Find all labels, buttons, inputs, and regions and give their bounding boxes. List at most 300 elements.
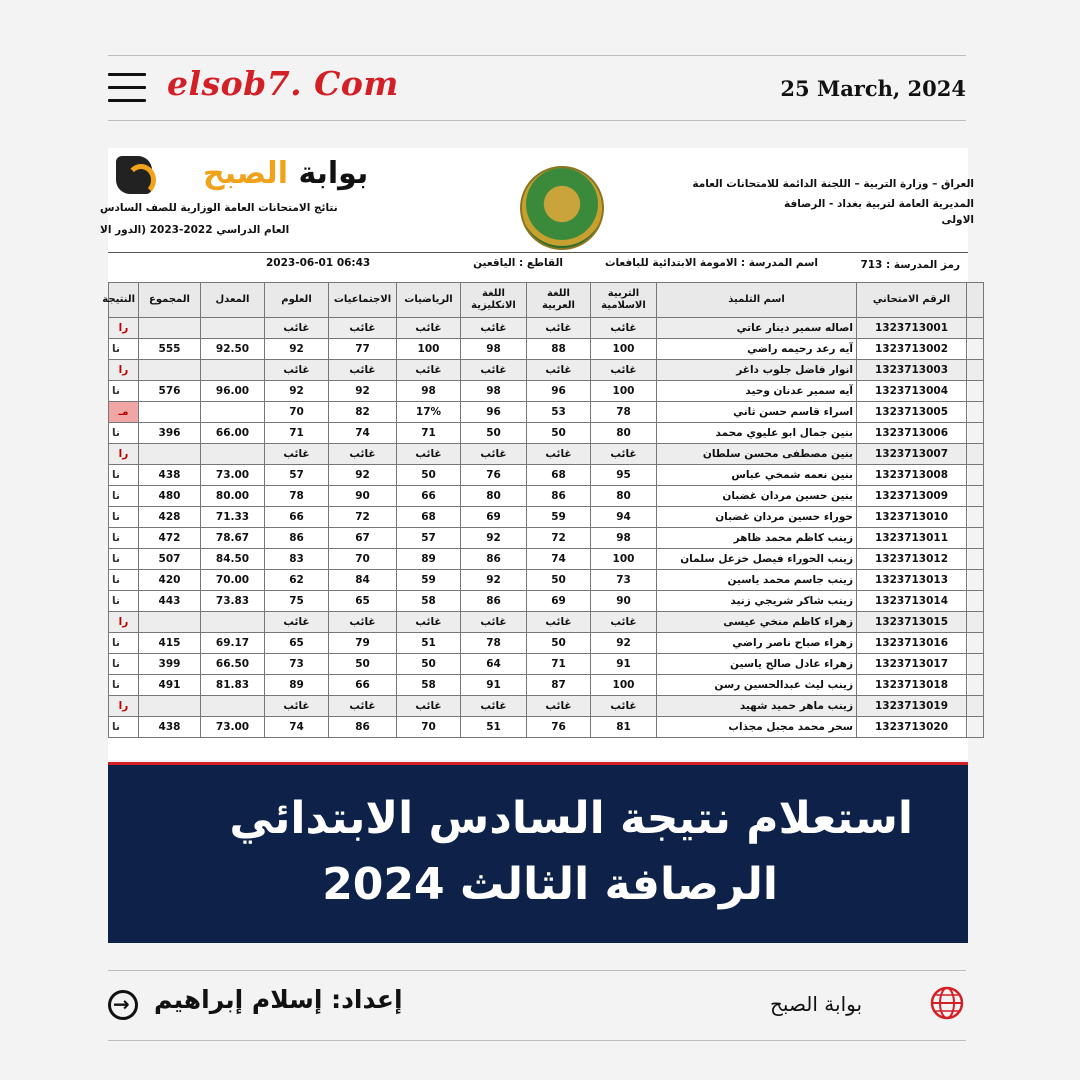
sheet-right-line-2: المديرية العامة لتربية بغداد - الرصافة xyxy=(783,198,974,210)
table-cell: 67 xyxy=(329,528,397,549)
table-cell: 415 xyxy=(139,633,201,654)
table-cell: 58 xyxy=(397,675,461,696)
table-cell: 420 xyxy=(139,570,201,591)
table-cell: 84.50 xyxy=(201,549,265,570)
table-cell: نا xyxy=(109,423,139,444)
table-cell: 64 xyxy=(461,654,527,675)
table-cell: 80 xyxy=(461,486,527,507)
table-cell: نا xyxy=(109,381,139,402)
table-cell: 69 xyxy=(527,591,591,612)
table-cell: آيه رعد رحيمه راضي xyxy=(657,339,857,360)
table-cell: 74 xyxy=(329,423,397,444)
table-cell: 62 xyxy=(265,570,329,591)
table-cell: غائب xyxy=(527,612,591,633)
table-cell: را xyxy=(109,612,139,633)
sheet-divider xyxy=(108,252,968,253)
table-cell: انوار فاضل جلوب داغر xyxy=(657,360,857,381)
table-cell: 1323713016 xyxy=(857,633,967,654)
sector: القاطع : الياقعين xyxy=(473,257,563,269)
table-row xyxy=(109,633,984,654)
table-cell xyxy=(201,360,265,381)
globe-icon[interactable] xyxy=(930,986,964,1020)
table-cell: غائب xyxy=(397,318,461,339)
table-cell: نا xyxy=(109,570,139,591)
table-cell: نا xyxy=(109,675,139,696)
table-cell: 66 xyxy=(265,507,329,528)
table-cell: 80.00 xyxy=(201,486,265,507)
table-cell: 98 xyxy=(397,381,461,402)
table-cell: 100 xyxy=(591,675,657,696)
table-cell: غائب xyxy=(397,696,461,717)
row-edge-cell xyxy=(967,381,984,402)
table-row xyxy=(109,339,984,360)
table-cell xyxy=(201,402,265,423)
table-cell: 1323713010 xyxy=(857,507,967,528)
table-cell: 66.00 xyxy=(201,423,265,444)
table-cell: 1323713019 xyxy=(857,696,967,717)
table-cell: 59 xyxy=(527,507,591,528)
table-cell xyxy=(139,444,201,465)
table-cell: 17% xyxy=(397,402,461,423)
table-cell: را xyxy=(109,444,139,465)
table-cell: 1323713015 xyxy=(857,612,967,633)
table-cell: 77 xyxy=(329,339,397,360)
table-cell: 72 xyxy=(527,528,591,549)
table-cell: 86 xyxy=(329,717,397,738)
table-cell: غائب xyxy=(265,360,329,381)
table-cell: 86 xyxy=(461,591,527,612)
hamburger-menu-icon[interactable] xyxy=(108,73,146,103)
sheet-left-line-2: العام الدراسي 2022-2023 (الدور الا xyxy=(100,224,290,236)
table-cell: زينب الحوراء فيصل خزعل سلمان xyxy=(657,549,857,570)
table-cell: 70 xyxy=(329,549,397,570)
table-cell: 88 xyxy=(527,339,591,360)
table-cell: 75 xyxy=(265,591,329,612)
table-cell: 78 xyxy=(265,486,329,507)
table-cell: غائب xyxy=(329,360,397,381)
table-cell xyxy=(139,402,201,423)
table-cell: زينب كاظم محمد ظاهر xyxy=(657,528,857,549)
table-cell: نا xyxy=(109,507,139,528)
table-row xyxy=(109,654,984,675)
col-header: العلوم xyxy=(265,283,329,318)
table-row xyxy=(109,360,984,381)
table-cell: 100 xyxy=(591,339,657,360)
table-cell: غائب xyxy=(397,612,461,633)
table-cell: زينب ليث عبدالحسين رسن xyxy=(657,675,857,696)
table-cell: 51 xyxy=(461,717,527,738)
table-cell: 92.50 xyxy=(201,339,265,360)
table-row xyxy=(109,528,984,549)
table-cell: نا xyxy=(109,339,139,360)
table-cell: 1323713009 xyxy=(857,486,967,507)
row-edge-cell xyxy=(967,612,984,633)
table-cell xyxy=(201,318,265,339)
table-row xyxy=(109,612,984,633)
table-cell: 68 xyxy=(527,465,591,486)
table-cell: بنين مصطفى محسن سلطان xyxy=(657,444,857,465)
table-cell: 507 xyxy=(139,549,201,570)
table-cell: 96 xyxy=(461,402,527,423)
table-cell: 73.83 xyxy=(201,591,265,612)
table-cell: 76 xyxy=(527,717,591,738)
table-cell: نا xyxy=(109,654,139,675)
table-cell: 86 xyxy=(527,486,591,507)
col-header: النتيجة xyxy=(109,283,139,318)
col-header: اللغة الانكليزية xyxy=(461,283,527,318)
row-edge-cell xyxy=(967,402,984,423)
table-cell: غائب xyxy=(591,612,657,633)
table-cell: 98 xyxy=(591,528,657,549)
table-row xyxy=(109,549,984,570)
col-header: المعدل xyxy=(201,283,265,318)
table-row xyxy=(109,696,984,717)
table-cell: 89 xyxy=(265,675,329,696)
table-cell: 71 xyxy=(397,423,461,444)
table-cell: 396 xyxy=(139,423,201,444)
table-cell: 96.00 xyxy=(201,381,265,402)
table-cell: حوراء حسين مردان غضبان xyxy=(657,507,857,528)
table-cell: غائب xyxy=(265,444,329,465)
table-cell: اسراء قاسم حسن ثاني xyxy=(657,402,857,423)
table-row xyxy=(109,570,984,591)
row-edge-cell xyxy=(967,549,984,570)
banner-title-line-2: الرصافة الثالث 2024 xyxy=(322,859,778,910)
table-cell: غائب xyxy=(265,318,329,339)
table-cell: 50 xyxy=(527,423,591,444)
table-row xyxy=(109,675,984,696)
sheet-right-line-3: الاولى xyxy=(941,214,974,226)
logo-mark-icon xyxy=(116,156,152,194)
table-cell: بنين حسين مردان غضبان xyxy=(657,486,857,507)
table-cell: 86 xyxy=(265,528,329,549)
table-cell: 70.00 xyxy=(201,570,265,591)
table-row xyxy=(109,423,984,444)
table-cell: 92 xyxy=(265,339,329,360)
table-cell: نا xyxy=(109,633,139,654)
table-cell: 69 xyxy=(461,507,527,528)
table-cell: 73 xyxy=(591,570,657,591)
table-cell: غائب xyxy=(397,360,461,381)
table-header-row xyxy=(109,283,984,318)
row-edge-cell xyxy=(967,318,984,339)
table-cell: 399 xyxy=(139,654,201,675)
table-cell: غائب xyxy=(591,696,657,717)
header-rule xyxy=(108,120,966,121)
row-edge-cell xyxy=(967,717,984,738)
table-cell: 92 xyxy=(329,381,397,402)
table-cell: غائب xyxy=(461,318,527,339)
table-cell: 87 xyxy=(527,675,591,696)
table-cell: 69.17 xyxy=(201,633,265,654)
table-cell: را xyxy=(109,696,139,717)
table-cell: 66.50 xyxy=(201,654,265,675)
table-cell: غائب xyxy=(329,696,397,717)
school-name: اسم المدرسة : الامومة الابتدائية للبافعات xyxy=(604,257,818,269)
top-rule xyxy=(108,55,966,56)
table-cell: 491 xyxy=(139,675,201,696)
table-cell: نا xyxy=(109,717,139,738)
row-edge-cell xyxy=(967,423,984,444)
table-cell: 78 xyxy=(591,402,657,423)
col-header: المجموع xyxy=(139,283,201,318)
table-cell: 70 xyxy=(265,402,329,423)
table-cell: 65 xyxy=(329,591,397,612)
table-cell: 73.00 xyxy=(201,717,265,738)
site-logo[interactable]: elsob7. Com xyxy=(167,64,399,103)
sheet-logo-text: بوابة الصبح xyxy=(203,156,369,191)
table-cell: 50 xyxy=(527,633,591,654)
table-cell xyxy=(139,360,201,381)
col-header: الرقم الامتحاني xyxy=(857,283,967,318)
table-cell: 92 xyxy=(265,381,329,402)
table-cell: غائب xyxy=(397,444,461,465)
table-cell: 1323713006 xyxy=(857,423,967,444)
title-banner xyxy=(108,762,968,943)
table-cell: 78 xyxy=(461,633,527,654)
table-cell: 98 xyxy=(461,381,527,402)
table-cell: 71 xyxy=(527,654,591,675)
table-cell: غائب xyxy=(461,444,527,465)
table-cell: 1323713012 xyxy=(857,549,967,570)
arrow-right-icon[interactable] xyxy=(108,990,138,1020)
table-cell: 76 xyxy=(461,465,527,486)
table-cell: 480 xyxy=(139,486,201,507)
footer-rule xyxy=(108,970,966,971)
sheet-left-line-1: نتائج الامتحانات العامة الوزارية للصف السادس xyxy=(100,202,338,214)
table-cell: 1323713007 xyxy=(857,444,967,465)
row-edge-cell xyxy=(967,696,984,717)
row-edge-cell xyxy=(967,360,984,381)
table-cell: 1323713005 xyxy=(857,402,967,423)
bottom-rule xyxy=(108,1040,966,1041)
table-cell: غائب xyxy=(461,360,527,381)
table-cell: را xyxy=(109,318,139,339)
table-cell: بنين جمال ابو عليوي محمد xyxy=(657,423,857,444)
table-cell: 68 xyxy=(397,507,461,528)
row-edge-cell xyxy=(967,654,984,675)
table-cell: 79 xyxy=(329,633,397,654)
table-cell: 50 xyxy=(329,654,397,675)
table-cell: 98 xyxy=(461,339,527,360)
row-edge-cell xyxy=(967,507,984,528)
table-cell: نا xyxy=(109,591,139,612)
table-cell: 1323713002 xyxy=(857,339,967,360)
table-cell xyxy=(201,696,265,717)
table-cell: 57 xyxy=(265,465,329,486)
table-cell: غائب xyxy=(527,318,591,339)
table-cell: غائب xyxy=(329,444,397,465)
table-cell: زهراء كاظم منخي عيسى xyxy=(657,612,857,633)
table-cell: 92 xyxy=(461,528,527,549)
table-cell: 100 xyxy=(397,339,461,360)
table-cell: 1323713001 xyxy=(857,318,967,339)
table-cell: مـ xyxy=(109,402,139,423)
table-cell: 1323713003 xyxy=(857,360,967,381)
table-cell: 50 xyxy=(397,654,461,675)
table-cell: 438 xyxy=(139,717,201,738)
table-cell: 81.83 xyxy=(201,675,265,696)
table-cell: 50 xyxy=(527,570,591,591)
table-cell: 576 xyxy=(139,381,201,402)
table-cell: 57 xyxy=(397,528,461,549)
table-cell: 84 xyxy=(329,570,397,591)
table-cell: 1323713011 xyxy=(857,528,967,549)
table-cell: 90 xyxy=(329,486,397,507)
result-sheet-image xyxy=(100,148,974,760)
table-cell: 95 xyxy=(591,465,657,486)
table-cell: 73.00 xyxy=(201,465,265,486)
table-cell: غائب xyxy=(527,444,591,465)
col-header: الاجتماعيات xyxy=(329,283,397,318)
school-code: رمز المدرسة : 713 xyxy=(860,259,960,271)
table-cell: غائب xyxy=(527,696,591,717)
table-cell: 89 xyxy=(397,549,461,570)
table-cell: 96 xyxy=(527,381,591,402)
table-cell: غائب xyxy=(265,612,329,633)
table-cell: غائب xyxy=(329,612,397,633)
table-cell: 91 xyxy=(461,675,527,696)
table-cell: زهراء عادل صالح ياسين xyxy=(657,654,857,675)
table-cell: سحر محمد مجبل مجذاب xyxy=(657,717,857,738)
table-cell: 58 xyxy=(397,591,461,612)
col-header: التربية الاسلامية xyxy=(591,283,657,318)
table-row xyxy=(109,717,984,738)
table-cell: 92 xyxy=(461,570,527,591)
author-credit: إعداد: إسلام إبراهيم xyxy=(154,985,403,1014)
table-cell: 100 xyxy=(591,381,657,402)
table-cell xyxy=(139,318,201,339)
table-row xyxy=(109,486,984,507)
table-cell: 92 xyxy=(591,633,657,654)
table-cell: 86 xyxy=(461,549,527,570)
table-cell: 59 xyxy=(397,570,461,591)
post-date: 25 March, 2024 xyxy=(780,76,966,101)
results-table xyxy=(102,282,984,738)
table-cell xyxy=(139,696,201,717)
table-cell: 1323713008 xyxy=(857,465,967,486)
table-cell: 78.67 xyxy=(201,528,265,549)
table-cell: غائب xyxy=(265,696,329,717)
table-row xyxy=(109,381,984,402)
table-cell: 73 xyxy=(265,654,329,675)
table-row xyxy=(109,507,984,528)
table-cell: بنين نعمه شمخي عباس xyxy=(657,465,857,486)
table-cell: 66 xyxy=(397,486,461,507)
col-header: الرياضيات xyxy=(397,283,461,318)
table-cell: غائب xyxy=(461,612,527,633)
table-cell: 1323713017 xyxy=(857,654,967,675)
table-cell xyxy=(139,612,201,633)
table-row xyxy=(109,591,984,612)
row-edge-cell xyxy=(967,528,984,549)
table-cell: 53 xyxy=(527,402,591,423)
ministry-seal-icon xyxy=(520,166,604,250)
table-cell: زينب ماهر حميد شهيد xyxy=(657,696,857,717)
table-cell: غائب xyxy=(329,318,397,339)
table-row xyxy=(109,402,984,423)
banner-title-line-1: استعلام نتيجة السادس الابتدائي xyxy=(229,793,913,844)
table-cell: غائب xyxy=(591,360,657,381)
table-cell: 91 xyxy=(591,654,657,675)
row-edge-cell xyxy=(967,591,984,612)
table-row xyxy=(109,318,984,339)
row-edge-cell xyxy=(967,633,984,654)
table-cell: 92 xyxy=(329,465,397,486)
table-cell: 1323713020 xyxy=(857,717,967,738)
col-header: اللغة العربية xyxy=(527,283,591,318)
print-datetime: 2023-06-01 06:43 xyxy=(266,257,371,269)
table-row xyxy=(109,465,984,486)
table-row xyxy=(109,444,984,465)
table-cell: غائب xyxy=(591,318,657,339)
table-cell: نا xyxy=(109,549,139,570)
table-cell xyxy=(201,612,265,633)
row-edge-cell xyxy=(967,465,984,486)
table-cell: 90 xyxy=(591,591,657,612)
table-cell: را xyxy=(109,360,139,381)
table-cell: 74 xyxy=(265,717,329,738)
row-edge-cell xyxy=(967,675,984,696)
table-cell: نا xyxy=(109,465,139,486)
row-edge-cell xyxy=(967,444,984,465)
table-cell: 80 xyxy=(591,423,657,444)
table-cell: 555 xyxy=(139,339,201,360)
table-cell: 81 xyxy=(591,717,657,738)
table-cell: 74 xyxy=(527,549,591,570)
table-cell: 428 xyxy=(139,507,201,528)
table-cell: 100 xyxy=(591,549,657,570)
table-cell: آيه سمير عدنان وحيد xyxy=(657,381,857,402)
table-cell: 72 xyxy=(329,507,397,528)
table-cell: 50 xyxy=(397,465,461,486)
table-cell: 50 xyxy=(461,423,527,444)
table-cell: 443 xyxy=(139,591,201,612)
footer-site-name[interactable]: بوابة الصبح xyxy=(770,992,863,1016)
table-cell: زينب جاسم محمد ياسين xyxy=(657,570,857,591)
sheet-right-line-1: العراق – وزارة التربية – اللجنة الدائمة للامتحانات العامة xyxy=(692,178,974,190)
col-header: اسم التلميذ xyxy=(657,283,857,318)
table-cell: 1323713013 xyxy=(857,570,967,591)
table-cell: 472 xyxy=(139,528,201,549)
table-cell: غائب xyxy=(591,444,657,465)
table-cell: نا xyxy=(109,486,139,507)
table-cell: 71.33 xyxy=(201,507,265,528)
table-cell: 82 xyxy=(329,402,397,423)
table-cell: 1323713004 xyxy=(857,381,967,402)
table-cell xyxy=(201,444,265,465)
table-cell: 438 xyxy=(139,465,201,486)
row-edge-cell xyxy=(967,570,984,591)
table-cell: 80 xyxy=(591,486,657,507)
table-cell: نا xyxy=(109,528,139,549)
table-cell: غائب xyxy=(527,360,591,381)
table-cell: 65 xyxy=(265,633,329,654)
table-cell: 66 xyxy=(329,675,397,696)
table-cell: 71 xyxy=(265,423,329,444)
table-cell: 51 xyxy=(397,633,461,654)
table-cell: اصاله سمير دينار عاتي xyxy=(657,318,857,339)
table-cell: 1323713014 xyxy=(857,591,967,612)
table-cell: 1323713018 xyxy=(857,675,967,696)
row-edge-cell xyxy=(967,339,984,360)
table-cell: زهراء صباح ناصر راضي xyxy=(657,633,857,654)
table-cell: 70 xyxy=(397,717,461,738)
table-cell: 94 xyxy=(591,507,657,528)
table-cell: زينب شاكر شريجي زنيد xyxy=(657,591,857,612)
row-edge-cell xyxy=(967,486,984,507)
table-cell: 83 xyxy=(265,549,329,570)
